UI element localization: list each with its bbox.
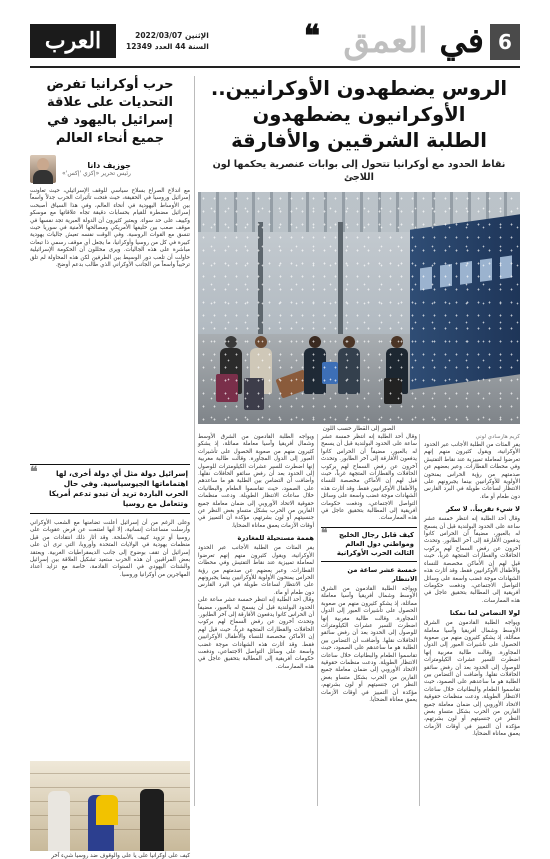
masthead-logo: العرب	[30, 24, 116, 58]
article-column-3	[198, 434, 314, 804]
headline-line-3: الطلبة الشرقيين والأفارقة	[231, 129, 487, 152]
column-divider	[419, 434, 420, 806]
main-subheadline: نقاط الحدود مع أوكرانيا تتحول إلى بوابات عنصرية يحكمها لون اللاجئ	[212, 159, 506, 183]
sidebar-text-1: مع اندلاع الصراع بسلاح سياسي للوقف الإسرائيلي، حيث تعاونت إسرائيل وروسيا في الحقيقة، حيث فتحت تأثيرات الحرب جدلاً واسعاً بين الأوساط اليهودية في أنحاء العالم، وفي هذا السياق أصبحت إسرائيل مضطرة للقيام بحسابات دقيقة تجاه علاقاتها مع موسكو وكييف على حد سواء. ويعتبر كثيرون أن الدولة العبرية تجد نفسها في موقف صعب بين حليفها الأمريكي ومصالحها الأمنية في سوريا حيث تنسق مع القوات الروسية. وفي الوقت نفسه تعيش جاليات يهودية كبيرة في كل من روسيا وأوكرانيا، ما يجعل أي موقف رسمي ذا تبعات مباشرة على هذه الجاليات. ويرى محللون أن الحكومة الإسرائيلية حاولت أن تلعب دور الوسيط بين الطرفين لكن هذه المحاولة لم تلق ترحيباً واسعاً من الجانب الأوكراني الذي طالب بدعم أوضح.	[30, 188, 190, 269]
column-divider	[194, 76, 195, 806]
main-photo-caption: الصور إلى القطار حسب اللون	[322, 426, 396, 432]
header-divider	[30, 66, 520, 68]
sidebar-photo	[30, 761, 190, 851]
issue-line: السنة 44 العدد 12349	[126, 42, 209, 51]
main-story-header	[200, 76, 518, 184]
person	[48, 791, 70, 851]
headline-line-1: الروس يضطهدون الأوكرانيين..	[210, 77, 508, 100]
column-1-text-c: ويواجه الطلبة القادمون من الشرق الأوسط وشمال أفريقيا وآسيا معاملة مماثلة، إذ يشكو كثيرون منهم من صعوبة الحصول على تأشيرات العبور إلى الدول المجاورة. وقالت طالبة مغربية إنها اضطرت للسير عشرات الكيلومترات للوصول إلى الحدود بعد أن رفض سائقو الحافلات نقلها. وأضافت أن التضامن بين الطلبة هو ما ساعدهم على الصمود، حيث تقاسموا الطعام والبطانيات خلال ساعات الانتظار الطويلة. ودعت منظمات حقوقية الاتحاد الأوروبي إلى ضمان معاملة جميع الفارين من الحرب بشكل متساو بغض النظر عن جنسيتهم أو لون بشرتهم، مؤكدة أن التمييز في أوقات الأزمات يعمق معاناة الضحايا.	[424, 620, 520, 738]
page-header	[30, 20, 520, 64]
article-column-1	[424, 434, 520, 804]
photo-credit: كريم هارسادي لوني	[475, 434, 520, 440]
section-title	[343, 20, 484, 62]
quote-icon: ❝	[30, 464, 38, 480]
column-2-text-b: ويواجه الطلبة القادمون من الشرق الأوسط وشمال أفريقيا وآسيا معاملة مماثلة، إذ يشكو كثيرون منهم من صعوبة الحصول على تأشيرات العبور إلى الدول المجاورة. وقالت طالبة مغربية إنها اضطرت للسير عشرات الكيلومترات للوصول إلى الحدود بعد أن رفض سائقو الحافلات نقلها. وأضافت أن التضامن بين الطلبة هو ما ساعدهم على الصمود، حيث تقاسموا الطعام والبطانيات خلال ساعات الانتظار الطويلة. ودعت منظمات حقوقية الاتحاد الأوروبي إلى ضمان معاملة جميع الفارين من الحرب بشكل متساو بغض النظر عن جنسيتهم أو لون بشرتهم، مؤكدة أن التمييز في أوقات الأزمات يعمق معاناة الضحايا.	[321, 585, 417, 703]
column-3-text: ويواجه الطلبة القادمون من الشرق الأوسط وشمال أفريقيا وآسيا معاملة مماثلة، إذ يشكو كثيرون منهم من صعوبة الحصول على تأشيرات العبور إلى الدول المجاورة. وقالت طالبة مغربية إنها اضطرت للسير عشرات الكيلومترات للوصول إلى الحدود بعد أن رفض سائقو الحافلات نقلها. وأضافت أن التضامن بين الطلبة هو ما ساعدهم على الصمود، حيث تقاسموا الطعام والبطانيات خلال ساعات الانتظار الطويلة. ودعت منظمات حقوقية الاتحاد الأوروبي إلى ضمان معاملة جميع الفارين من الحرب بشكل متساو بغض النظر عن جنسيتهم أو لون بشرتهم، مؤكدة أن التمييز في أوقات الأزمات يعمق معاناة الضحايا.	[198, 434, 314, 529]
quote-mark-icon: ❝	[303, 19, 320, 54]
flag	[96, 795, 118, 825]
column-quote-text: كيف قابل رجال الخليج ومواطني دول العالم الثالث الحرب الأوكرانية	[336, 530, 414, 557]
sidebar-pull-quote	[30, 464, 190, 514]
subheading-1: لا شيء تقريباً.. لا سكر	[446, 505, 520, 514]
quote-icon: ❝	[321, 525, 328, 540]
subheading-3: هممة مستحيلة للمغادرة	[237, 534, 314, 543]
column-divider	[317, 434, 318, 806]
author-name: جوزيف دانا	[87, 161, 131, 170]
column-3-text-b: يفر المئات من الطلبة الأجانب عبر الحدود الأوكرانية، ويقول كثيرون منهم إنهم تعرضوا لمعاملة تمييزية عند نقاط التفتيش وفي محطات القطارات. وعبر بعضهم عن صدمتهم من رؤية الحراس يمنحون الأولوية للأوكرانيين بينما يجبرونهم على الانتظار لساعات طويلة في البرد القارس دون طعام أو ماء.	[198, 545, 314, 596]
headline-line-2: الأوكرانيون يضطهدون	[252, 103, 466, 126]
main-headline	[200, 76, 518, 154]
subheading-4: لولا التضامن لما تمكنا	[449, 609, 520, 618]
section-prefix: في	[439, 21, 484, 61]
sidebar-text-2: وعلى الرغم من أن إسرائيل أعلنت تضامنها مع الشعب الأوكراني وأرسلت مساعدات إنسانية، إلا أنها امتنعت عن فرض عقوبات على روسيا أو تزويد كييف بالأسلحة. وقد أثار ذلك انتقادات من قبل منظمات يهودية في الولايات المتحدة وأوروبا، التي ترى أن على إسرائيل أن تقف بوضوح إلى جانب الديمقراطيات الغربية. ويعتقد بعض المراقبين أن هذه الحرب ستعيد تشكيل العلاقة بين إسرائيل والشتات اليهودي في السنوات القادمة، خاصة مع تزايد أعداد المهاجرين من أوكرانيا وروسيا.	[30, 520, 190, 578]
person	[140, 789, 164, 851]
sidebar-pull-quote-text: إسرائيل دولة مثل أي دولة أخرى، لها اهتماماتها الجيوسياسية. وفي حال الحرب الباردة تريد أن تبدو تدعم أمريكا وتتعامل مع روسيا	[49, 469, 188, 508]
author-role: رئيس تحرير «إكزي 'إكس'»	[62, 170, 131, 177]
column-1-text-b: وقال أحد الطلبة إنه انتظر خمسة عشر ساعة على الحدود البولندية قبل أن يسمح له بالعبور، مضيفاً أن الحراس كانوا يدفعون الأفارقة إلى آخر الطابور. وتحدث آخرون عن رفض السماح لهم بركوب الحافلات والقطارات المتجهة غرباً، حيث قيل لهم إن الأماكن مخصصة للنساء والأطفال الأوكرانيين فقط. وقد أثارت هذه الشهادات موجة غضب واسعة على وسائل التواصل الاجتماعي، ودفعت حكومات أفريقية إلى المطالبة بتحقيق عاجل في هذه الممارسات.	[424, 516, 520, 604]
author-avatar	[30, 155, 56, 183]
article-column-2	[321, 434, 417, 804]
sidebar-headline: حرب أوكرانيا تفرض التحديات على علاقة إسرائيل باليهود في جميع أنحاء العالم	[46, 77, 174, 146]
column-3-text-c: وقال أحد الطلبة إنه انتظر خمسة عشر ساعة على الحدود البولندية قبل أن يسمح له بالعبور، مضيفاً أن الحراس كانوا يدفعون الأفارقة إلى آخر الطابور. وتحدث آخرون عن رفض السماح لهم بركوب الحافلات والقطارات المتجهة غرباً، حيث قيل لهم إن الأماكن مخصصة للنساء والأطفال الأوكرانيين فقط. وقد أثارت هذه الشهادات موجة غضب واسعة على وسائل التواصل الاجتماعي، ودفعت حكومات أفريقية إلى المطالبة بتحقيق عاجل في هذه الممارسات.	[198, 597, 314, 670]
column-1-text: يفر المئات من الطلبة الأجانب عبر الحدود الأوكرانية، ويقول كثيرون منهم إنهم تعرضوا لمعاملة تمييزية عند نقاط التفتيش وفي محطات القطارات. وعبر بعضهم عن صدمتهم من رؤية الحراس يمنحون الأولوية للأوكرانيين بينما يجبرونهم على الانتظار لساعات طويلة في البرد القارس دون طعام أو ماء.	[424, 442, 520, 500]
date-line: الإثنين 2022/03/07	[135, 31, 209, 40]
sidebar-photo-caption: كيف على أوكرانيا على يا على والوقوف ضد روسيا شيء آخر	[51, 853, 190, 859]
column-2-text: وقال أحد الطلبة إنه انتظر خمسة عشر ساعة على الحدود البولندية قبل أن يسمح له بالعبور، مضيفاً أن الحراس كانوا يدفعون الأفارقة إلى آخر الطابور. وتحدث آخرون عن رفض السماح لهم بركوب الحافلات والقطارات المتجهة غرباً، حيث قيل لهم إن الأماكن مخصصة للنساء والأطفال الأوكرانيين فقط. وقد أثارت هذه الشهادات موجة غضب واسعة على وسائل التواصل الاجتماعي، ودفعت حكومات أفريقية إلى المطالبة بتحقيق عاجل في هذه الممارسات.	[321, 434, 417, 522]
snow-overlay	[198, 192, 520, 424]
opinion-sidebar	[30, 76, 190, 859]
date-block	[126, 30, 209, 52]
author-byline	[30, 154, 190, 184]
page-number: 6	[490, 24, 520, 60]
main-photo	[198, 192, 520, 424]
column-quote	[321, 527, 417, 562]
section-name: العمق	[343, 21, 428, 61]
author-info	[62, 161, 131, 177]
subheading-2: خمسة عشر ساعة من الانتظار	[347, 565, 417, 583]
